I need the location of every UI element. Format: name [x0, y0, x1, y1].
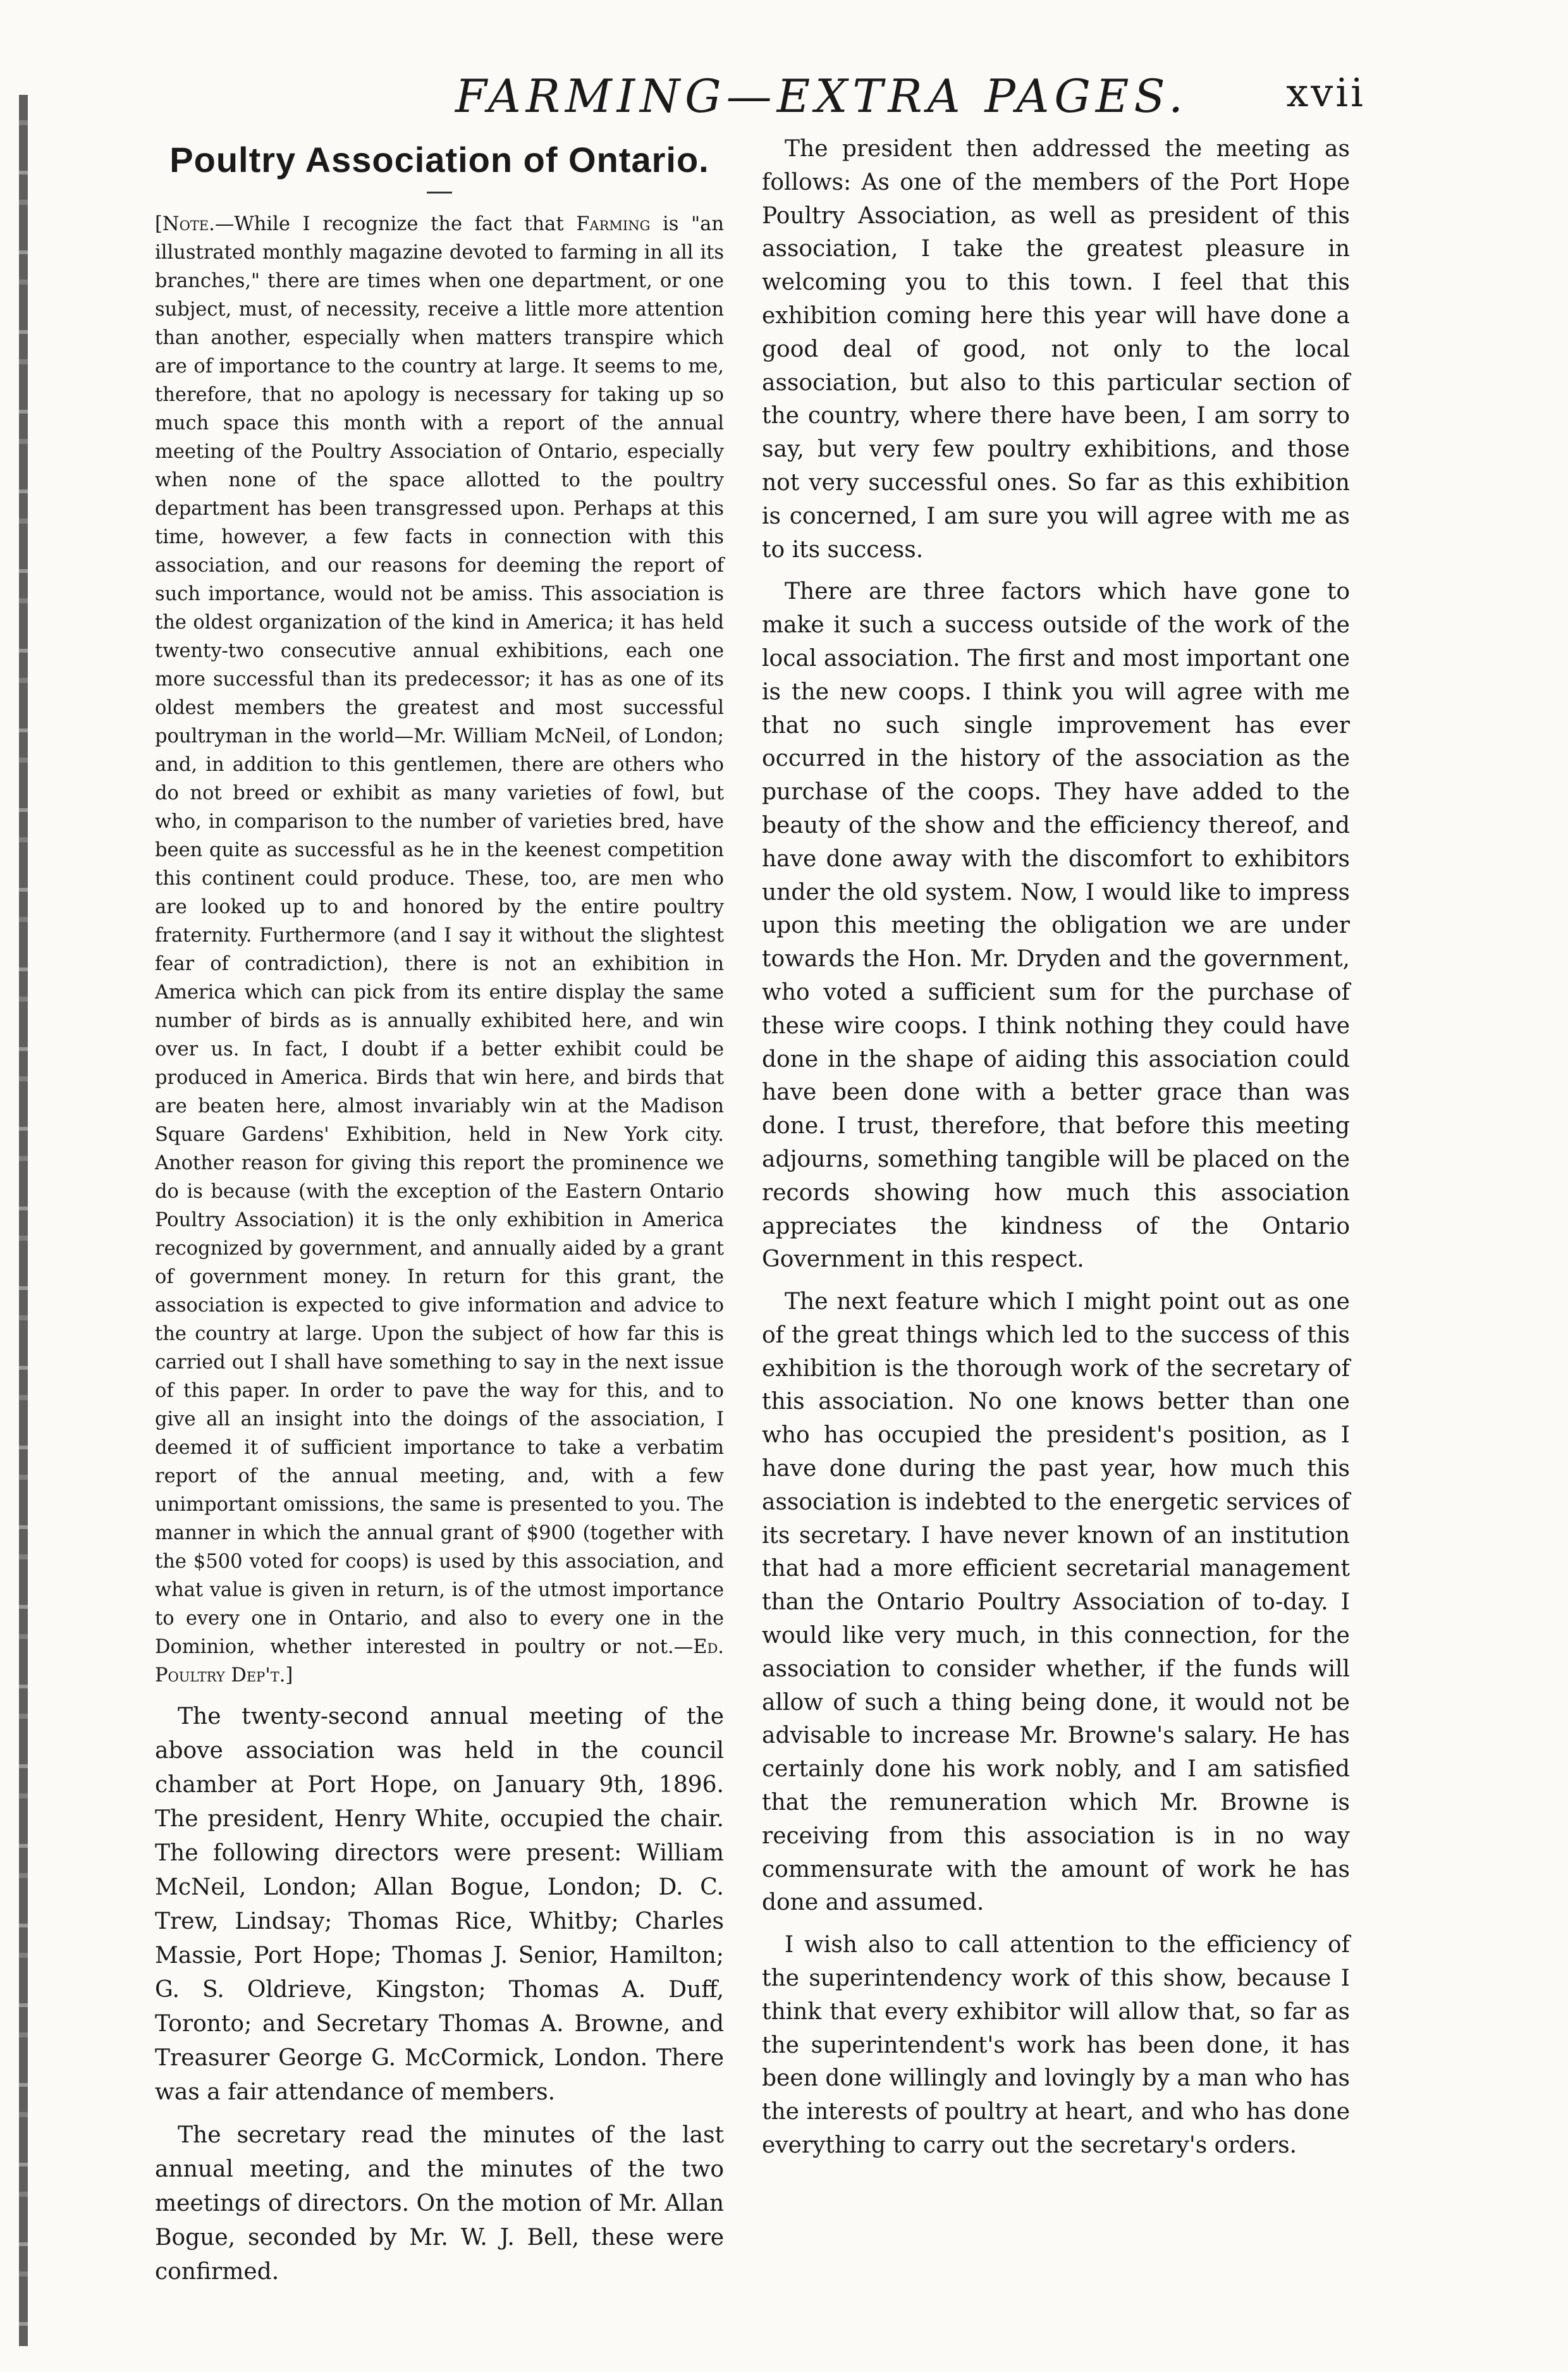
running-title: FARMING—EXTRA PAGES. [455, 70, 1189, 123]
paragraph-secretary-work: The next feature which I might point out as one of the great things which led to the success of this exhibition is the thorough work of the secretary of this association. No one knows better than one who has occupied the president's position, as I have done during the past year, how much this association is indebted to the energetic services of its secretary. I have never known of an institution that had a more efficient secretarial management than the Ontario Poultry Association of to-day. I would like very much, in this connection, for the association to consider whether, if the funds will allow of such a thing being done, it would not be advisable to increase Mr. Browne's salary. He has certainly done his work nobly, and I am satisfied that the remuneration which Mr. Browne is receiving from this association is in no way commensurate with the amount of work he has done and assumed. [762, 1289, 1350, 1916]
page-binding-edge [19, 95, 28, 2346]
paragraph-minutes: The secretary read the minutes of the last annual meeting, and the minutes of the two meetings of directors. On the motion of Mr. Allan Bogue, seconded by Mr. W. J. Bell, these were confirmed. [155, 2122, 724, 2285]
paragraph-president-address: The president then addressed the meeting as follows: As one of the members of the Port Hope Poultry Association, as well as president of this association, I take the greatest pleasure in welcoming you to this town. I feel that this exhibition coming here this year will have done a good deal of good, not only to the local association, but also to this particular section of the country, where there have been, I am sorry to say, but very few poultry exhibitions, and those not very successful ones. So far as this exhibition is concerned, I am sure you will agree with me as to its success. [762, 136, 1350, 563]
right-column [762, 133, 1350, 2172]
paragraph-three-factors: There are three factors which have gone to make it such a success outside of the work of the local association. The first and most important one is the new coops. I think you will agree with me that no such single improvement has ever occurred in the history of the association as the purchase of the coops. They have added to the beauty of the show and the efficiency thereof, and have done away with the discomfort to exhibitors under the old system. Now, I would like to impress upon this meeting the obligation we are under towards the Hon. Mr. Dryden and the government, who voted a sufficient sum for the purchase of these wire coops. I think nothing they could have done in the shape of aiding this association could have been done with a better grace than was done. I trust, therefore, that before this meeting adjourns, something tangible will be placed on the records showing how much this association appreciates the kindness of the Ontario Government in this respect. [762, 579, 1350, 1273]
note-signature: Ed. Poultry Dep't.] [155, 1636, 724, 1687]
note-text-2: is "an illustrated monthly magazine devoted to farming in all its branches," there are times when one department, or one subject, must, of necessity, receive a little more attention than another, especially when matters transpire which are of importance to the country at large. It seems to me, therefore, that no apology is necessary for taking up so much space this month with a report of the annual meeting of the Poultry Association of Ontario, especially when none of the space allotted to the poultry department has been transgressed upon. Perhaps at this time, however, a few facts in connection with this association, and our reasons for deeming the report of such importance, would not be amiss. This association is the oldest organization of the kind in America; it has held twenty-two consecutive annual exhibitions, each one more successful than its predecessor; it has as one of its oldest members the greatest and most successful poultryman in the world—Mr. William McNeil, of London; and, in addition to this gentlemen, there are others who do not breed or exhibit as many varieties of fowl, but who, in comparison to the number of varieties bred, have been quite as successful as he in the keenest competition this continent could produce. These, too, are men who are looked up to and honored by the entire poultry fraternity. Furthermore (and I say it without the slightest fear of contradiction), there is not an exhibition in America which can pick from its entire display the same number of birds as is annually exhibited here, and win over us. In fact, I doubt if a better exhibit could be produced in America. Birds that win here, and birds that are beaten here, almost invariably win at the Madison Square Gardens' Exhibition, held in New York city. Another reason for giving this report the prominence we do is because (with the exception of the Eastern Ontario Poultry Association) it is the only exhibition in America recognized by government, and annually aided by a grant of government money. In return for this grant, the association is expected to give information and advice to the country at large. Upon the subject of how far this is carried out I shall have something to say in the next issue of this paper. In order to pave the way for this, and to give all an insight into the doings of the association, I deemed it of sufficient importance to take a verbatim report of the annual meeting, and, with a few unimportant omissions, the same is presented to you. The manner in which the annual grant of $900 (together with the $500 voted for coops) is used by this association, and what value is given in return, is of the utmost importance to every one in Ontario, and also to every one in the Dominion, whether interested in poultry or not.— [155, 213, 724, 1658]
note-text-1: —While I recognize the fact that [214, 213, 577, 235]
paragraph-meeting-intro: The twenty-second annual meeting of the above association was held in the council chamber at Port Hope, on January 9th, 1896. The president, Henry White, occupied the chair. The following directors were present: William McNeil, London; Allan Bogue, London; D. C. Trew, Lindsay; Thomas Rice, Whitby; Charles Massie, Port Hope; Thomas J. Senior, Hamilton; G. S. Oldrieve, Kingston; Thomas A. Duff, Toronto; and Secretary Thomas A. Browne, and Treasurer George G. McCormick, London. There was a fair attendance of members. [155, 1704, 724, 2105]
editor-note [155, 210, 724, 1690]
title-rule [427, 192, 452, 194]
page-number: xvii [1286, 70, 1366, 116]
left-column [155, 133, 724, 2298]
paragraph-superintendency: I wish also to call attention to the efficiency of the superintendency work of this show, because I think that every exhibitor will allow that, so far as the superintendent's work has been done, it has been done willingly and lovingly by a man who has the interests of poultry at heart, and who has done everything to carry out the secretary's orders. [762, 1932, 1350, 2159]
note-magazine-name: Farming [576, 213, 651, 235]
article-title: Poultry Association of Ontario. [169, 140, 709, 180]
note-lead: [Note. [155, 213, 215, 235]
